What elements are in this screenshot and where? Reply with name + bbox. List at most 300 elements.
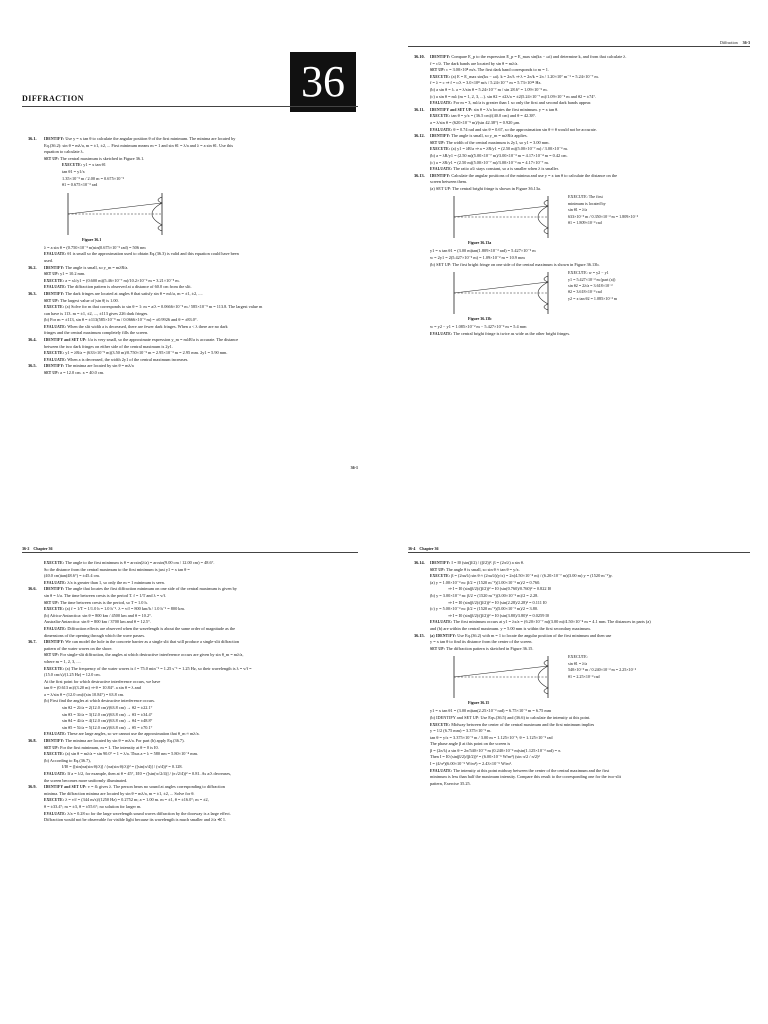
line-text: (b) First find the angles at which destructive interference occurs.: [44, 698, 155, 704]
side-note-line: y1 = 5.427×10⁻³ m (part (a)): [568, 276, 616, 282]
running-header: [408, 546, 439, 551]
line-text: pattern, Exercise 35.25.: [430, 780, 471, 786]
diffraction-figure: [408, 654, 750, 706]
angle-ray: [454, 282, 548, 293]
line-text: 1.35×10⁻³ m / 2.00 m = 0.675×10⁻³: [62, 175, 125, 181]
line-text: The intensity at this point midway between the center of the central maximum and the first: [453, 767, 610, 773]
section-tag: SET UP:: [430, 140, 446, 145]
line-text: ⇒ I = I0 (sin(β/2)/(β/2))² = I0 (sin(2.28)/2.28)² = 0.111 I0: [448, 599, 547, 605]
header-rule: [408, 46, 750, 47]
text-line: [408, 567, 750, 574]
section-tag: EVALUATE:: [44, 772, 67, 776]
text-line: [22, 705, 358, 712]
line-text: (c) y = 5.00×10⁻³ m: β/2 = (1520 m⁻¹)(5.00×10⁻³ m)/2 = 3.80.: [430, 606, 539, 612]
line-text: (b) SET UP: The first bright fringe on one side of the central maximum is shown in Figure 36.13b.: [430, 261, 600, 267]
text-line: [408, 580, 750, 587]
line-text: (a) E = E_max sin(kx − ωt). k = 2π/λ ⇒ λ = 2π/k = 2π / 1.20×10⁷ m⁻¹ = 5.24×10⁻⁷ m.: [451, 73, 599, 79]
text-line: [22, 804, 358, 811]
diffraction-figure: [22, 191, 358, 243]
diffraction-figure: [408, 194, 750, 246]
side-note-line: EXECUTE: w = y2 − y1: [568, 270, 609, 276]
text-line: [408, 613, 750, 620]
section-tag: SET UP:: [430, 567, 446, 572]
page-36-2: [22, 546, 358, 998]
line-text: The angle that locates the first diffraction minimum on one side of the central maximum is given by: [65, 586, 237, 592]
p1-body: [22, 136, 358, 377]
line-text: At the first point for which destructive interference occurs, we have: [44, 678, 161, 684]
line-text: Australia-Antarctica: sin θ = 800 km / 3700 km and θ = 12.5°.: [44, 619, 151, 625]
line-text: (a) f = 1/T = 1/1.0 h = 1.0 h⁻¹. λ = v/f = 800 km/h / 1.0 h⁻¹ = 800 km.: [65, 606, 185, 612]
section-tag: SET UP:: [44, 272, 60, 277]
line-text: λ = a sin θ = (0.750×10⁻³ m)sin(0.675×10⁻³ rad) = 506 nm: [44, 244, 146, 250]
text-line: [22, 324, 358, 331]
text-line: [22, 606, 358, 613]
text-line: [408, 120, 750, 127]
header-page: 36-2: [22, 546, 30, 551]
section-tag: IDENTIFY:: [430, 561, 451, 565]
text-line: [22, 639, 358, 646]
line-text: (40.0 cm)tan(48.6°) = ±45.4 cm.: [44, 573, 100, 579]
section-tag: EVALUATE:: [44, 357, 67, 362]
side-note-line: θ1 = 2.25×10⁻³ rad: [568, 673, 600, 679]
side-note-line: θ2 = 3.618×10⁻³ rad: [568, 289, 602, 295]
line-text: Use Eq.(36.2) with m = 1 to locate the angular position of the first minimum and then use: [457, 632, 612, 638]
text-line: [22, 357, 358, 364]
text-line: [22, 672, 358, 679]
figure-side-notes: [568, 270, 617, 302]
line-text: The central bright fringe is twice as wide as the other bright fringes.: [453, 330, 571, 336]
line-text: The minima are located by sin θ = mλ/a: [65, 363, 134, 369]
text-line: [22, 778, 358, 785]
text-line: [408, 61, 750, 68]
section-tag: IDENTIFY:: [44, 265, 65, 270]
text-line: [22, 666, 358, 673]
section-tag: IDENTIFY:: [430, 55, 451, 59]
text-line: [22, 344, 358, 351]
line-text: (b) For m = ±113, sin θ = ±113(585×10⁻⁹ m / 0.0666×10⁻³ m) = ±0.9926 and θ = ±83.0°.: [44, 317, 198, 323]
line-text: (b) a sin θ = λ. a = λ/sin θ = 5.24×10⁻⁷ m / sin 28.6° = 1.09×10⁻⁶ m.: [430, 86, 548, 92]
text-line: [22, 600, 358, 607]
text-line: [22, 791, 358, 798]
section-tag: IDENTIFY and SET UP:: [44, 338, 87, 343]
text-line: [408, 722, 750, 729]
text-line: [408, 748, 750, 755]
text-line: [408, 166, 750, 173]
text-line: [22, 692, 358, 699]
line-text: Use y = x tan θ to calculate the angular position θ of the first minimum. The minima are located by: [65, 136, 236, 141]
line-text: sin θ = λ/a. The time between crests is the period T. f = 1/T and λ = v/f.: [44, 592, 167, 598]
line-text: The minima are located by sin θ = mλ/a. For part (b) apply Eq.(36.7).: [65, 738, 185, 744]
problem-number: 36.8.: [28, 738, 37, 744]
section-tag: EXECUTE:: [44, 798, 65, 803]
text-line: [22, 573, 358, 580]
line-text: The width of the central maximum is 2y1, so y1 = 3.00 mm.: [446, 139, 550, 145]
text-line: [408, 741, 750, 748]
line-text: v = fλ gives λ. The person hears no sound at angles corresponding to diffraction: [87, 784, 225, 790]
text-line: [408, 153, 750, 160]
figure-caption: Figure 36.13a: [468, 240, 492, 246]
line-text: used.: [44, 257, 53, 263]
text-line: [408, 633, 750, 640]
text-line: [22, 251, 358, 258]
text-line: [408, 133, 750, 140]
text-line: [22, 182, 358, 189]
line-text: screen between them.: [430, 179, 468, 185]
text-line: [22, 725, 358, 732]
title-rule: [22, 106, 358, 107]
problem-number: 36.6.: [28, 586, 37, 592]
text-line: [408, 768, 750, 775]
text-line: [408, 781, 750, 788]
header-page: 36-4: [408, 546, 416, 551]
text-line: [22, 613, 358, 620]
section-tag: EVALUATE:: [430, 331, 453, 336]
text-line: [408, 708, 750, 715]
line-text: can have is 113. m = ±1, ±2, ..., ±113 gives 226 dark fringes.: [44, 310, 149, 316]
line-text: θ1 = 0.675×10⁻³ rad: [62, 182, 98, 188]
section-tag: IDENTIFY:: [430, 134, 451, 139]
text-line: [22, 652, 358, 659]
side-note-line: sin θ2 = 2λ/a = 3.618×10⁻³: [568, 283, 613, 289]
figure-side-notes: [568, 194, 638, 226]
text-line: [408, 262, 750, 269]
section-tag: EXECUTE:: [430, 114, 451, 119]
text-line: [408, 146, 750, 153]
text-line: [408, 186, 750, 193]
line-text: sin θ = λ/a locates the first minimum. y = x tan θ.: [473, 106, 559, 112]
text-line: [408, 560, 750, 567]
p4-body: [408, 560, 750, 787]
header-rule: [408, 552, 750, 553]
line-text: f = λ = c ⇒ f = c/λ = 3.0×10⁸ m/s / 5.24×10⁻⁷ m = 5.73×10¹⁴ Hz.: [430, 80, 542, 86]
line-text: If a = λ/2, for example, then at θ = 45°, I/I0 = ([sin(π√2/4)] / (π√2/4))² = 0.81. As a/λ decreases,: [67, 771, 232, 776]
line-text: The angle to the first minimum is θ = arcsin(λ/a) = arcsin(9.00 cm / 12.00 cm) = 48.6°.: [65, 560, 215, 565]
text-line: [22, 797, 358, 804]
text-line: [408, 179, 750, 186]
line-text: I = I0 (sin(β/2) / (β/2))². β = (2π/λ) a sin θ.: [451, 560, 524, 565]
line-text: sin θ4 = 4λ/a = 4(12.0 cm)/(63.8 cm) → θ4 = ±48.8°: [62, 718, 153, 724]
line-text: (15.0 cm/s)/(1.25 Hz) = 12.0 cm.: [44, 672, 101, 678]
text-line: [22, 659, 358, 666]
line-text: Diffraction effects are observed when the wavelength is about the same order of magnitude as the: [67, 625, 236, 631]
line-text: fringes and the central maximum completely fills the screen.: [44, 330, 149, 336]
text-line: [408, 54, 750, 61]
section-tag: SET UP:: [44, 600, 60, 605]
line-text: θ = 0.74 rad and sin θ = 0.67, so the approximation sin θ ≈ θ would not be accurate.: [453, 126, 597, 132]
text-line: [22, 271, 358, 278]
section-tag: EXECUTE:: [44, 666, 65, 671]
side-note-line: θ1 = 1.809×10⁻³ rad: [568, 220, 602, 226]
text-line: [22, 330, 358, 337]
section-tag: IDENTIFY:: [44, 587, 65, 592]
line-text: The diffraction pattern is sketched in Figure 36.15.: [446, 645, 534, 651]
section-tag: EVALUATE:: [430, 101, 453, 106]
problem-number: 36.2.: [28, 264, 37, 270]
line-text: λ = v/f = (344 m/s)/(1250 Hz) = 0.2752 m; a = 1.00 m. m = ±1, θ = ±16.0°; m = ±2,: [65, 797, 209, 803]
section-tag: IDENTIFY:: [44, 137, 65, 141]
text-line: [22, 698, 358, 705]
text-line: [22, 712, 358, 719]
text-line: [408, 94, 750, 101]
section-tag: EVALUATE:: [44, 285, 67, 290]
text-line: [408, 67, 750, 74]
text-line: [22, 370, 358, 377]
text-line: [408, 573, 750, 580]
line-text: a = xλ/y1 = (0.600 m)(5.46×10⁻⁷ m)/10.2×10⁻³ m = 3.21×10⁻⁵ m.: [65, 277, 180, 283]
line-text: y1 = x tan θ1 = (3.00 m)tan(2.25×10⁻³ rad) = 6.75×10⁻³ m = 6.75 mm: [430, 708, 552, 714]
section-tag: SET UP:: [44, 371, 60, 376]
problem-number: 36.15.: [414, 632, 425, 638]
line-text: where m = 1, 2, 3, ....: [44, 658, 81, 664]
problem-number: 36.12.: [414, 133, 425, 139]
line-text: (a) sin θ = mλ/a = sin 90.0° = 1 = λ/a. Thus a = λ = 580 nm = 5.80×10⁻⁴ mm.: [65, 751, 199, 757]
line-text: θ = ±33.4°; m = ±3, θ = ±55.6°; no solution for larger m.: [44, 803, 142, 809]
text-line: [408, 593, 750, 600]
line-text: tan θ = (0.613 m)/(3.20 m) ⇒ θ = 10.84°. a sin θ = λ and: [44, 685, 141, 691]
text-line: [408, 87, 750, 94]
diffraction-sketch: [448, 654, 558, 700]
section-tag: EVALUATE:: [44, 626, 67, 631]
line-text: The first minimum occurs at y1 = λx/a = (6.20×10⁻⁷ m)(3.00 m)/4.50×10⁻⁴ m = 4.1 mm. The distances in parts (a): [453, 619, 651, 625]
line-text: minimum is less than half the maximum intensity. Compare this result to the corresponding one for the two-slit: [430, 774, 621, 780]
line-text: w = 2y1 = 2(5.427×10⁻³ m) = 1.09×10⁻² m = 10.9 mm: [430, 255, 525, 261]
line-text: β = (2π/λ) a sin θ = 2π/540×10⁻⁹ m (0.240×10⁻³ m)sin(1.125×10⁻³ rad) = π.: [430, 747, 562, 753]
line-text: y1 = x tan θ1: [83, 162, 106, 168]
running-header: [22, 546, 53, 551]
line-text: The angle θ is small, so sin θ ≈ tan θ = y/x.: [446, 566, 520, 572]
line-text: Then I = I0 (sin(β/2)/(β/2))² = (6.00×10⁻⁶ W/m²) (sin π/2 / π/2)²: [430, 754, 540, 760]
text-line: [408, 100, 750, 107]
line-text: I = (4/π²)(6.00×10⁻⁶ W/m²) = 2.43×10⁻⁶ W/m².: [430, 761, 512, 767]
line-text: (b) y = 3.00×10⁻³ m: β/2 = (1520 m⁻¹)(3.00×10⁻³ m)/2 = 2.28.: [430, 592, 539, 598]
line-text: For m = 3, mλ/a is greater than 1 so only the first and second dark bands appear.: [453, 100, 592, 106]
angle-ray: [454, 206, 548, 217]
header-page: 36-3: [742, 40, 750, 45]
section-tag: EXECUTE:: [44, 278, 65, 283]
section-tag: EXECUTE:: [44, 752, 65, 757]
problem-number: 36.13.: [414, 172, 425, 178]
side-note-line: sin θ1 = λ/a: [568, 660, 588, 666]
text-line: [408, 639, 750, 646]
text-line: [22, 350, 358, 357]
text-line: [22, 162, 358, 169]
section-tag: EXECUTE:: [430, 74, 451, 79]
section-tag: EVALUATE:: [44, 324, 67, 329]
section-tag: EXECUTE:: [430, 574, 451, 579]
section-tag: EVALUATE:: [44, 580, 67, 585]
text-line: [22, 176, 358, 183]
side-note-line: EXECUTE: The first: [568, 194, 603, 200]
text-line: [408, 324, 750, 331]
line-text: The largest value of |sin θ| is 1.00.: [60, 297, 119, 303]
line-text: tan θ1 = y1/x: [62, 168, 85, 174]
text-line: [408, 646, 750, 653]
text-line: [408, 586, 750, 593]
text-line: [408, 600, 750, 607]
text-line: [22, 363, 358, 370]
chapter-title: DIFFRACTION: [22, 94, 84, 103]
line-text: minima. The diffraction minima are located by sin θ = mλ/a, m = ±1, ±2, ... Solve for θ.: [44, 790, 195, 796]
text-line: [408, 173, 750, 180]
line-text: y1 = x tan θ1 = (3.00 m)tan(1.809×10⁻³ rad) = 5.427×10⁻³ m: [430, 248, 536, 254]
section-tag: IDENTIFY:: [44, 739, 65, 744]
line-text: The ratio a/λ stays constant, so a is smaller when λ is smaller.: [453, 166, 559, 172]
line-text: tan θ = y/x = 3.375×10⁻³ m / 3.00 m = 1.125×10⁻³; θ = 1.125×10⁻³ rad: [430, 734, 553, 740]
text-line: [408, 255, 750, 262]
line-text: The time between crests is the period, so T = 1.0 h.: [60, 599, 148, 605]
angle-ray: [68, 203, 162, 214]
section-tag: EXECUTE:: [430, 147, 451, 152]
diffraction-sketch: [448, 270, 558, 316]
line-text: The angle is small, so y_m = mλR/a applies.: [451, 133, 528, 139]
line-text: The angle is small, so y_m = mλR/a.: [65, 264, 129, 270]
text-line: [22, 304, 358, 311]
text-line: [22, 278, 358, 285]
page-36-4: [408, 546, 750, 998]
section-tag: EVALUATE:: [430, 620, 453, 625]
line-text: When the slit width a is decreased, there are fewer dark fringes. When a < λ there are no dark: [67, 323, 228, 329]
line-text: For single-slit diffraction, the angles at which destructive interference occurs are given by sin θ_m = mλ/a,: [60, 652, 244, 658]
line-text: I/I0 = ([sin(πa(sin θ)/λ)] / (πa(sin θ)/λ))² = ([sin(π/4)] / (π/4))² = 0.128.: [62, 764, 183, 770]
line-text: Eq.(36.2): sin θ = mλ/a, m = ±1, ±2, ... First minimum means m = 1 and sin θ1 = λ/a and λ = a sin θ1. Use this: [44, 142, 234, 148]
section-tag: IDENTIFY:: [430, 173, 451, 178]
text-line: [408, 248, 750, 255]
line-text: a = λ/sin θ = (620×10⁻⁹ m)/(sin 42.38°) = 0.920 μm.: [430, 119, 521, 125]
text-line: [22, 136, 358, 143]
section-tag: EXECUTE:: [44, 561, 65, 565]
side-note-line: y2 = x tan θ2 = 1.085×10⁻² m: [568, 295, 618, 301]
text-line: [22, 298, 358, 305]
line-text: between the two dark fringes on either side of the central maximum is 2y1.: [44, 343, 173, 349]
line-text: The phase angle β at this point on the screen is: [430, 741, 511, 747]
line-text: (b) IDENTIFY and SET UP: Use Eqs.(36.5) and (36.6) to calculate the intensity at this point.: [430, 714, 591, 720]
line-text: These are large angles, so we cannot use the approximation that θ_m ≈ mλ/a.: [67, 731, 200, 737]
line-text: λ/a = 0.28 so for the large wavelength sound waves diffraction by the doorway is a large effect.: [67, 810, 231, 816]
section-tag: (a) IDENTIFY:: [430, 633, 457, 638]
text-line: [408, 619, 750, 626]
line-text: (a) Solve for m that corresponds to sin θ = 1: m = a/λ = 0.0666×10⁻³ m / 585×10⁻⁹ m = 113.8. The largest value m: [65, 304, 263, 310]
text-line: [22, 718, 358, 725]
figure-side-notes: [568, 654, 636, 680]
line-text: a = λ/sin θ = (12.0 cm)/(sin 10.84°) = 63.8 cm.: [44, 691, 125, 697]
text-line: [408, 140, 750, 147]
text-line: [22, 291, 358, 298]
text-line: [408, 761, 750, 768]
section-tag: SET UP:: [44, 745, 60, 750]
problem-number: 36.3.: [28, 290, 37, 296]
line-text: λ/a is very small, so the approximate expression y_m = mλR/a is accurate. The distance: [87, 337, 239, 343]
line-text: a = 12.0 cm. x = 40.0 cm.: [60, 370, 105, 376]
line-text: y = x tan θ to find its distance from the center of the screen.: [430, 639, 533, 645]
section-tag: EVALUATE:: [44, 811, 67, 816]
section-tag: EVALUATE:: [44, 732, 67, 737]
text-line: [22, 679, 358, 686]
text-line: [408, 107, 750, 114]
page-36-1: [22, 52, 358, 468]
line-text: β = (2πa/λ) sin θ ≈ (2πa/λ)(y/x) = 2π(4.50×10⁻⁴ m) / (6.20×10⁻⁷ m)(3.00 m) y = (1520 m⁻¹)y.: [451, 573, 613, 579]
text-line: [408, 331, 750, 338]
text-line: [22, 311, 358, 318]
text-line: [408, 127, 750, 134]
side-note-line: 633×10⁻⁹ m / 0.350×10⁻³ m = 1.809×10⁻³: [568, 213, 639, 219]
line-text: So the distance from the central maximum to the first minimum is just y1 = x tan θ =: [44, 566, 190, 572]
text-line: [22, 586, 358, 593]
side-note-line: EXECUTE:: [568, 654, 588, 660]
text-line: [408, 74, 750, 81]
line-text: (b) According to Eq.(36.7),: [44, 757, 91, 763]
text-line: [408, 735, 750, 742]
side-note-line: sin θ1 = λ/a: [568, 207, 588, 213]
line-text: The dark fringes are located at angles θ that satisfy sin θ = mλ/a, m = ±1, ±2, ....: [65, 290, 203, 296]
line-text: We can model the hole in the concrete barrier as a single slit that will produce a single-slit diffraction: [65, 639, 240, 645]
problem-number: 36.10.: [414, 54, 425, 59]
section-tag: SET UP:: [44, 156, 60, 161]
text-line: [408, 113, 750, 120]
section-tag: SET UP:: [44, 653, 60, 658]
figure-caption: Figure 36.15: [468, 700, 490, 706]
line-text: ⇒ I = I0 (sin(β/2)/(β/2))² = I0 (sin(3.80)/3.80)² = 0.0259 I0: [448, 612, 549, 618]
line-text: w = y2 − y1 = 1.085×10⁻² m − 5.427×10⁻³ m = 5.4 mm: [430, 324, 527, 330]
problem-number: 36.11.: [414, 106, 425, 112]
text-line: [22, 817, 358, 824]
text-line: [22, 731, 358, 738]
section-tag: SET UP:: [430, 68, 446, 73]
section-tag: SET UP:: [430, 646, 446, 651]
text-line: [408, 80, 750, 87]
line-text: dimensions of the opening through which the wave passes.: [44, 632, 146, 638]
line-text: Calculate the angular positions of the minima and use y = x tan θ to calculate the distance on the: [451, 172, 618, 178]
text-line: [408, 715, 750, 722]
text-line: [22, 567, 358, 574]
line-text: (b) a = λR/y1 = (2.50 m)(5.00×10⁻⁷ m)/3.00×10⁻³ m = 4.17×10⁻⁴ m = 0.42 cm.: [430, 152, 568, 158]
text-line: [408, 626, 750, 633]
line-text: (c) a sin θ = mλ (m = 1, 2, 3, ...). sin θ2 = ±2λ/a = ±2(5.24×10⁻⁷ m)/1.09×10⁻⁶ m and θ2 = ±74°.: [430, 93, 597, 99]
section-tag: EVALUATE:: [44, 252, 67, 257]
text-line: [22, 149, 358, 156]
line-text: (a) y1 = λR/a ⇒ a = λR/y1 = (2.50 m)(5.00×10⁻⁷ m) / 3.00×10⁻³ m.: [451, 146, 568, 152]
side-note-line: 540×10⁻⁹ m / 0.240×10⁻³ m = 2.25×10⁻³: [568, 667, 637, 673]
figure-caption: Figure 36.1: [82, 236, 102, 242]
line-text: When a is decreased, the width 2y1 of the central maximum increases.: [67, 356, 189, 362]
header-rule: [22, 552, 358, 553]
line-text: The central maximum is sketched in Figure 36.1.: [60, 155, 145, 161]
line-text: For the first minimum, m = 1. The intensity at θ = 0 is I0.: [60, 744, 159, 750]
problem-number: 36.9.: [28, 784, 37, 790]
line-text: Midway between the center of the central maximum and the first minimum implies: [451, 721, 595, 727]
text-line: [22, 265, 358, 272]
line-text: (a) The frequency of the water waves is f = 75.0 min⁻¹ = 1.25 s⁻¹ = 1.25 Hz, so their wavelength is λ = v/f =: [65, 665, 252, 671]
section-tag: EVALUATE:: [430, 127, 453, 132]
text-line: [408, 774, 750, 781]
running-header: [720, 40, 750, 45]
line-text: sin θ2 = 2λ/a = 2(12.0 cm)/(63.8 cm) → θ2 = ±22.1°: [62, 705, 153, 711]
section-tag: EVALUATE:: [430, 768, 453, 773]
problem-number: 36.4.: [28, 337, 37, 343]
header-title: Chapter 36: [419, 546, 439, 551]
line-text: the screen becomes more uniformly illuminated.: [44, 777, 128, 783]
p2-body: [408, 54, 750, 337]
text-line: [22, 619, 358, 626]
line-text: f = c/λ. The dark bands are located by sin θ = mλ/a.: [430, 60, 519, 66]
section-tag: IDENTIFY:: [44, 291, 65, 296]
text-line: [22, 764, 358, 771]
line-text: (c) a = λR/y1 = (2.50 m)(5.00×10⁻⁷ m)/3.00×10⁻³ m = 4.17×10⁻⁷ m.: [430, 159, 549, 165]
line-text: (a) y = 1.00×10⁻³ m: β/2 = (1520 m⁻¹)(1.00×10⁻³ m)/2 = 0.760.: [430, 579, 541, 585]
chapter-number-box: 36: [290, 52, 356, 112]
text-line: [22, 745, 358, 752]
text-line: [408, 606, 750, 613]
text-line: [408, 754, 750, 761]
